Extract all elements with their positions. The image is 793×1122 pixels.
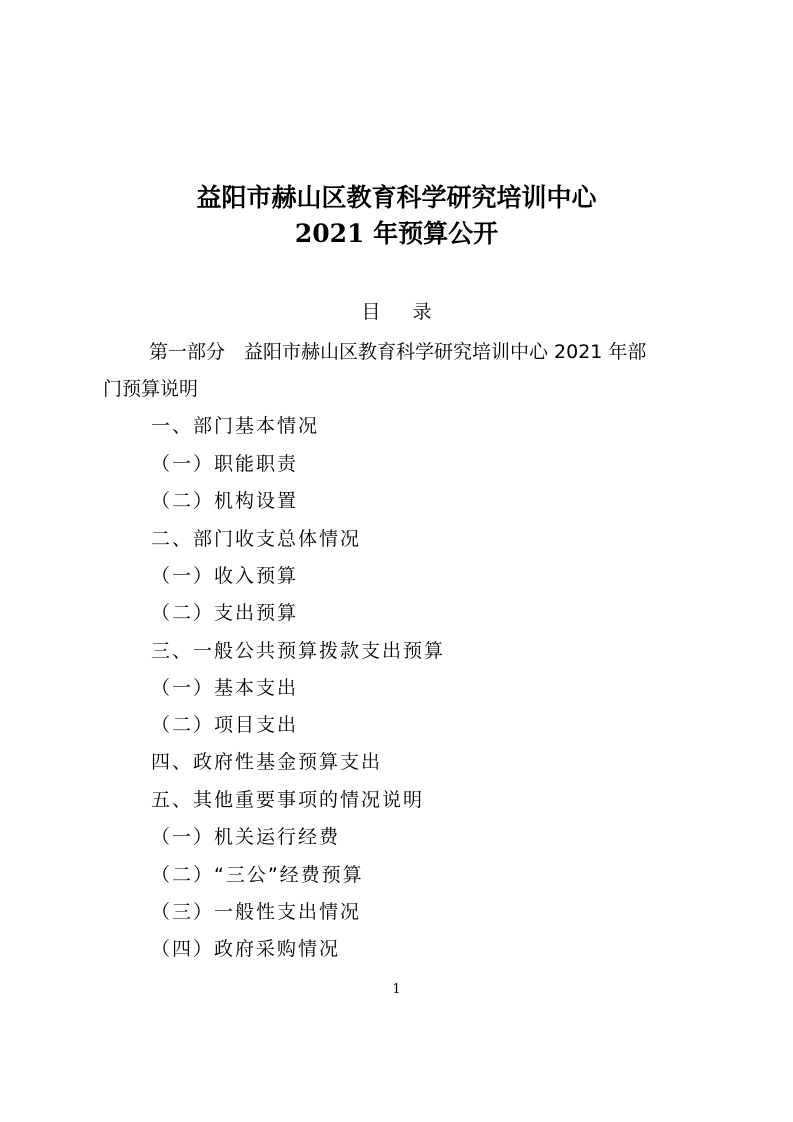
toc-part-one-line-1: 第一部分 益阳市赫山区教育科学研究培训中心 2021 年部 (149, 341, 647, 363)
toc-part-one-line-2: 门预算说明 (103, 378, 199, 400)
toc-item: （一）收入预算 (151, 565, 299, 587)
toc-item: （二）机构设置 (151, 490, 299, 512)
toc-item: 二、部门收支总体情况 (151, 528, 362, 550)
toc-item: （二）“三公”经费预算 (151, 864, 364, 886)
toc-item: （四）政府采购情况 (151, 938, 341, 960)
document-title-line-2: 2021 年预算公开 (294, 219, 499, 248)
toc-item: 四、政府性基金预算支出 (151, 751, 383, 773)
toc-item: （一）基本支出 (151, 677, 299, 699)
toc-item: （三）一般性支出情况 (151, 901, 362, 923)
toc-item: （二）项目支出 (151, 714, 299, 736)
document-title-line-1: 益阳市赫山区教育科学研究培训中心 (196, 183, 597, 212)
toc-item: 一、部门基本情况 (151, 415, 320, 437)
page-number: 1 (392, 982, 401, 997)
toc-item: （二）支出预算 (151, 602, 299, 624)
toc-item: 三、一般公共预算拨款支出预算 (151, 640, 446, 662)
toc-item: （一）机关运行经费 (151, 826, 341, 848)
toc-item: 五、其他重要事项的情况说明 (151, 789, 425, 811)
toc-heading: 目录 (361, 301, 464, 323)
toc-item: （一）职能职责 (151, 453, 299, 475)
